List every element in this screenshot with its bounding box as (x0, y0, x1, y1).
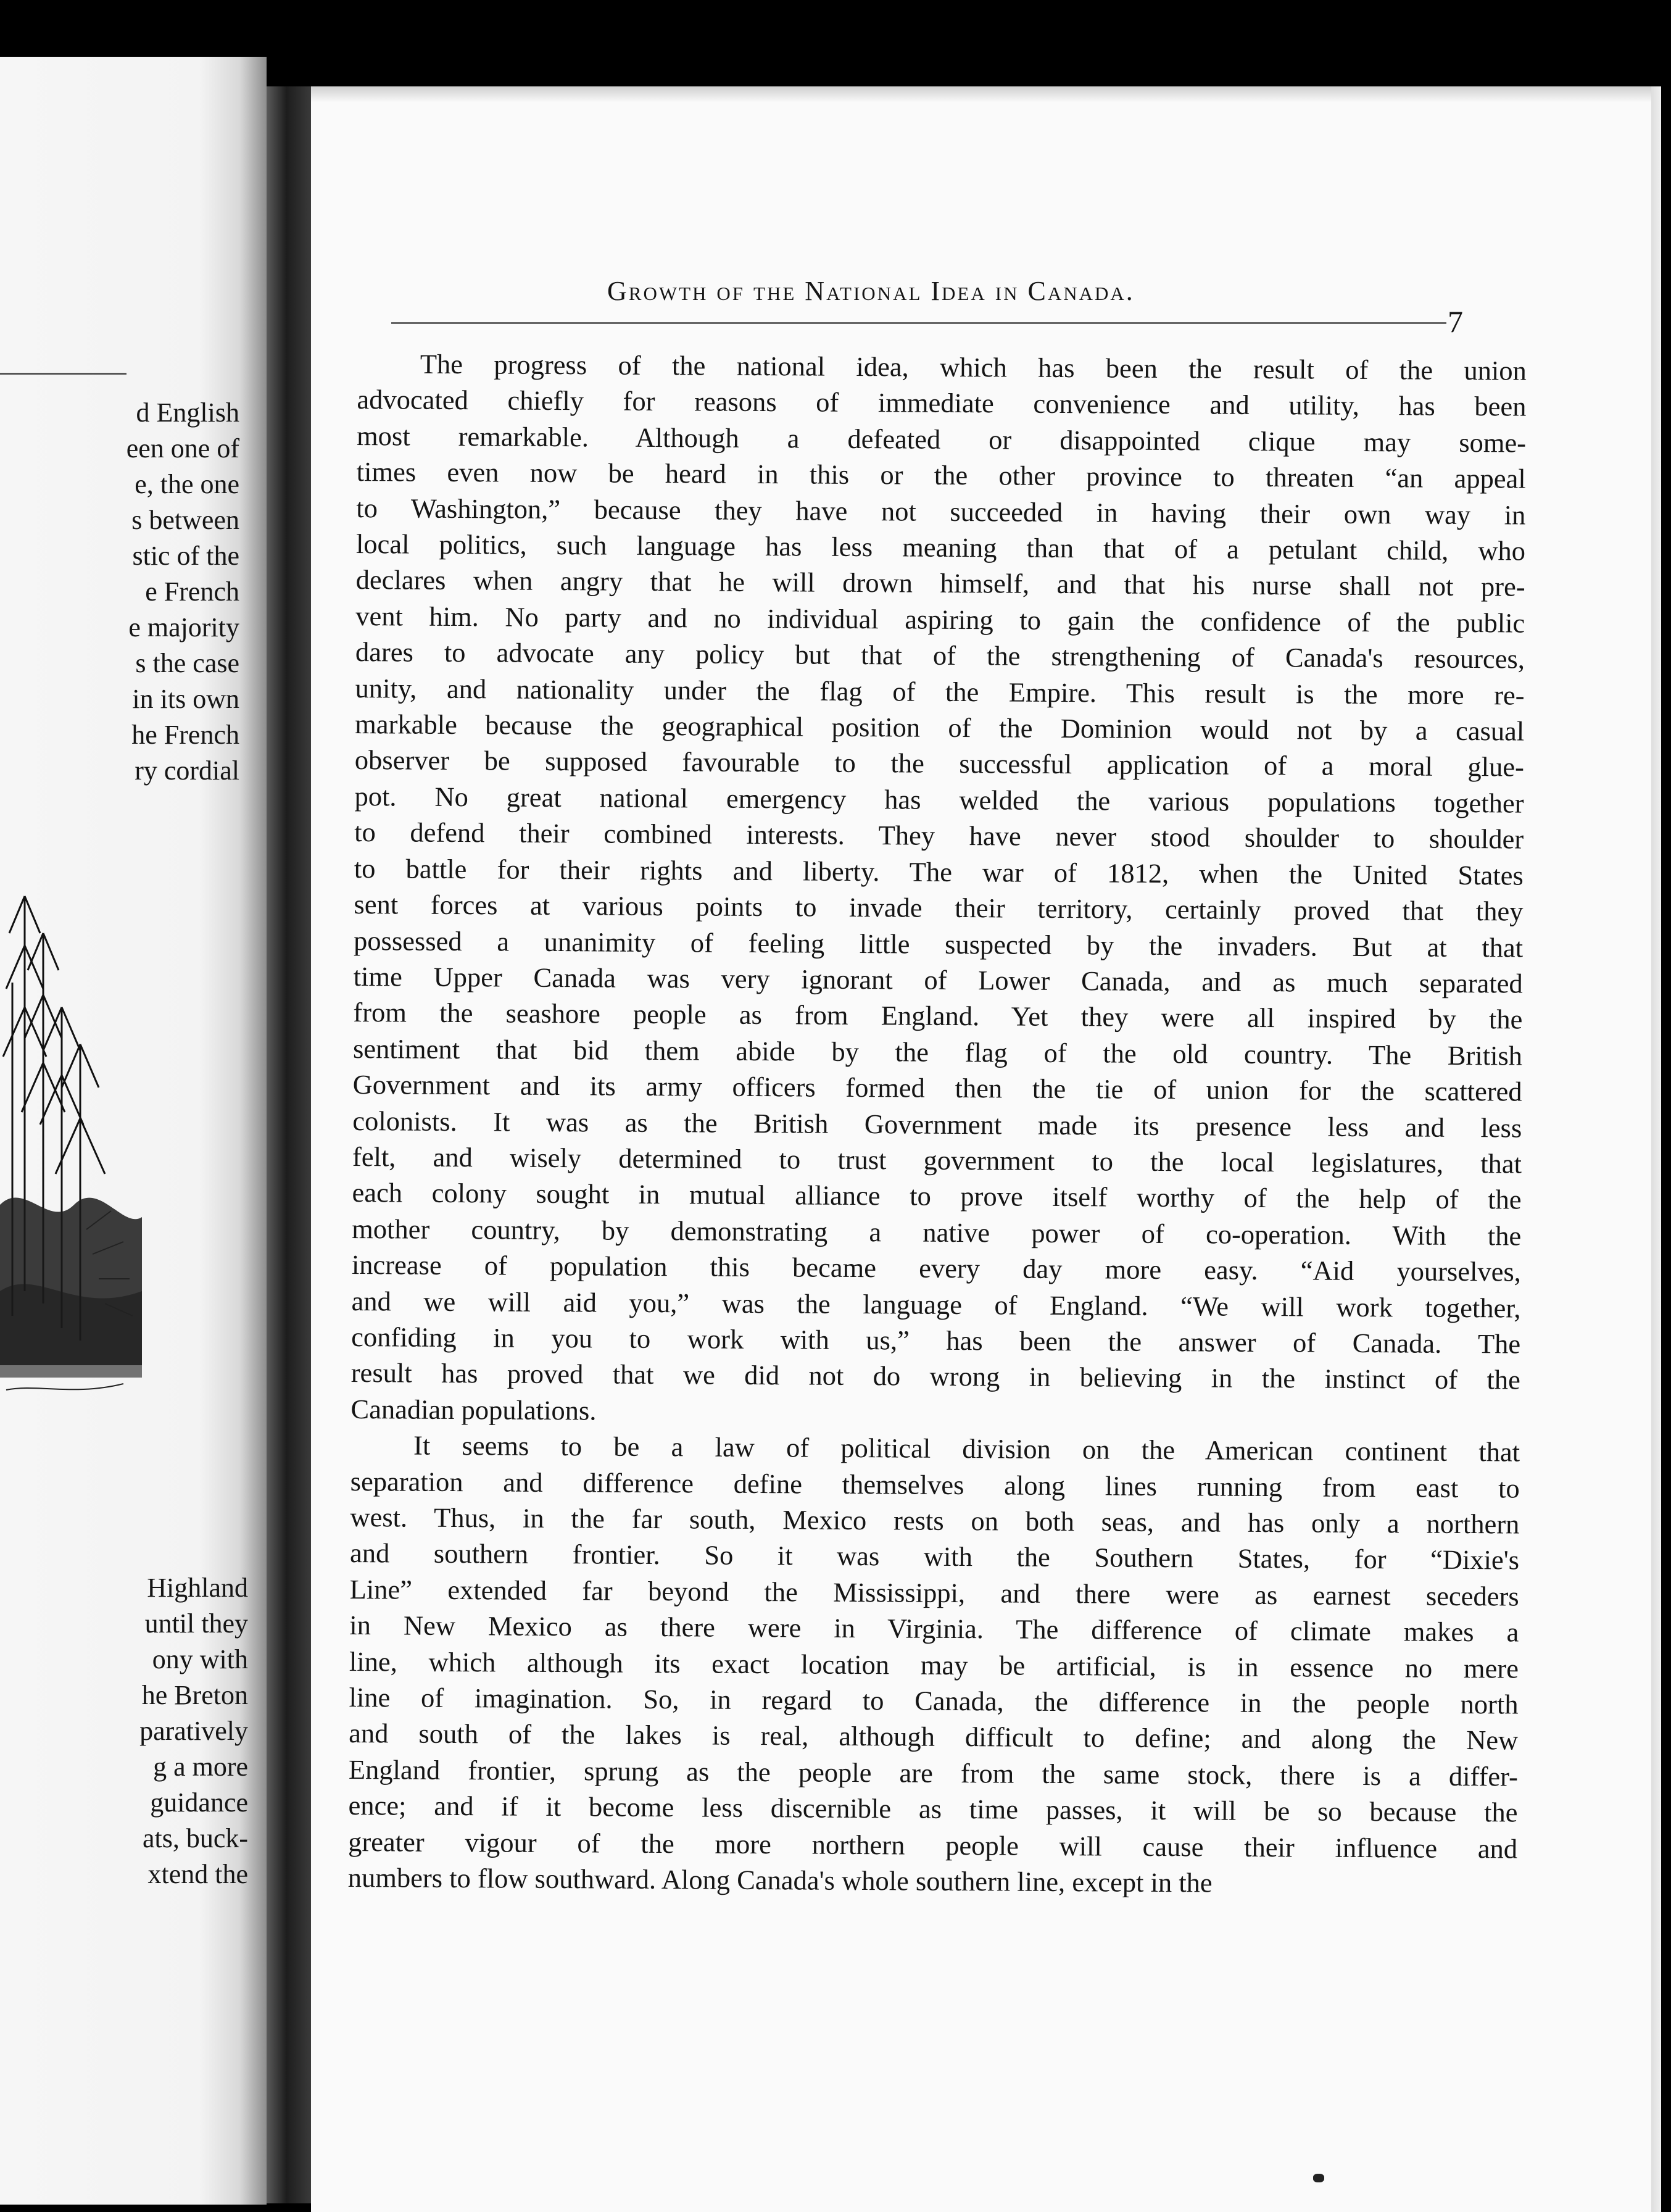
left-page-line: in its own (132, 684, 239, 714)
left-page-fragment (0, 57, 267, 2205)
left-page-line: e French (145, 576, 239, 607)
text-line: from the seashore people as from England. Yet they were all inspired by the (353, 997, 1523, 1035)
running-head: Growth of the National Idea in Canada. (607, 276, 1135, 306)
text-line: each colony sought in mutual alliance to prove itself worthy of the help of the (352, 1177, 1522, 1215)
left-page-line: een one of (126, 433, 239, 464)
text-line: to defend their combined interests. They have never stood shoulder to shoulder (354, 817, 1524, 855)
page-right-edge (1651, 86, 1661, 2212)
text-line: most remarkable. Although a defeated or disappointed clique may some- (356, 420, 1527, 459)
forest-illustration (0, 859, 142, 1415)
text-line: sent forces at various points to invade their territory, certainly proved that they (354, 889, 1524, 927)
page-top-shadow (311, 86, 1661, 102)
text-line: result has proved that we did not do wrong in believing in the instinct of the (350, 1357, 1520, 1395)
left-page-line: e majority (128, 612, 239, 642)
left-page-line: ry cordial (135, 755, 239, 786)
text-line: time Upper Canada was very ignorant of Lower Canada, and as much separated (353, 960, 1523, 999)
text-line: It seems to be a law of political division on the American continent that (413, 1429, 1520, 1468)
book-gutter (267, 86, 311, 2203)
text-line: observer be supposed favourable to the successful application of a moral glue- (354, 744, 1525, 783)
paragraph (348, 1427, 1520, 1903)
text-line: to Washington,” because they have not succeeded in having their own way in (356, 492, 1526, 531)
left-page-line: g a more (153, 1752, 248, 1782)
text-line: mother country, by demonstrating a native power of co-operation. With the (352, 1213, 1522, 1252)
left-page-line: he French (131, 720, 239, 750)
left-page-line: he Breton (141, 1680, 248, 1710)
text-line: ence; and if it become less discernible as time passes, it will be so because the (348, 1790, 1518, 1828)
text-line: sentiment that bid them abide by the flag of the old country. The British (352, 1033, 1523, 1071)
text-line: pot. No great national emergency has welded the various populations together (354, 780, 1524, 819)
right-page (311, 86, 1661, 2212)
left-page-line: ony with (152, 1644, 248, 1674)
text-line: times even now be heard in this or the other province to threaten “an appeal (356, 456, 1526, 494)
left-page-line: until they (144, 1608, 248, 1639)
text-line: in New Mexico as there were in Virginia. The difference of climate makes a (349, 1610, 1519, 1648)
text-line: and we will aid you,” was the language of England. “We will work together, (351, 1285, 1521, 1324)
left-page-line: d English (136, 397, 239, 428)
left-page-text-lower (139, 1570, 248, 1892)
text-line: separation and difference define themselves along lines running from east to (350, 1465, 1520, 1504)
text-line: The progress of the national idea, which has been the result of the union (420, 348, 1527, 386)
text-line: to battle for their rights and liberty. The war of 1812, when the United States (354, 852, 1524, 891)
left-page-line: e, the one (135, 469, 239, 499)
text-line: line of imagination. So, in regard to Canada, the difference in the people north (349, 1681, 1519, 1720)
text-line: England frontier, sprung as the people are from the same stock, there is a differ- (348, 1753, 1519, 1792)
text-line: local politics, such language has less meaning than that of a petulant child, who (355, 528, 1526, 567)
text-line: advocated chiefly for reasons of immediate convenience and utility, has been (357, 384, 1527, 422)
left-page-line: xtend the (147, 1859, 248, 1889)
text-line: Government and its army officers formed then the tie of union for the scattered (352, 1069, 1522, 1107)
text-line: increase of population this became every day more easy. “Aid yourselves, (351, 1249, 1522, 1287)
left-page-line: paratively (139, 1716, 248, 1746)
text-line: numbers to flow southward. Along Canada's whole southern line, except in the (347, 1862, 1213, 1898)
text-line: confiding in you to work with us,” has been the answer of Canada. The (351, 1321, 1521, 1360)
text-line: Canadian populations. (350, 1393, 597, 1426)
left-page-line: ats, buck- (142, 1823, 248, 1853)
text-line: and south of the lakes is real, although difficult to define; and along the New (349, 1718, 1519, 1756)
text-line: felt, and wisely determined to trust government to the local legislatures, that (352, 1141, 1522, 1179)
text-line: unity, and nationality under the flag of the Empire. This result is the more re- (355, 672, 1525, 711)
text-line: dares to advocate any policy but that of the strengthening of Canada's resources, (355, 636, 1525, 675)
left-page-line: guidance (150, 1787, 248, 1818)
text-line: declares when angry that he will drown himself, and that his nurse shall not pre- (355, 564, 1525, 603)
text-line: markable because the geographical position of the Dominion would not by a casual (355, 709, 1525, 747)
text-line: line, which although its exact location may be artificial, is in essence no mere (349, 1645, 1519, 1684)
scan-speck (1313, 2174, 1324, 2182)
text-line: possessed a unanimity of feeling little suspected by the invaders. But at that (353, 925, 1524, 963)
text-line: greater vigour of the more northern people will cause their influence and (348, 1826, 1518, 1865)
body-text (348, 346, 1527, 1903)
paragraph (350, 346, 1527, 1434)
header-rule (391, 322, 1446, 324)
text-line: and southern frontier. So it was with the Southern States, for “Dixie's (349, 1537, 1520, 1576)
text-line: Line” extended far beyond the Mississippi, and there were as earnest seceders (349, 1573, 1519, 1612)
left-page-line: s between (131, 505, 239, 535)
left-page-line: Highland (147, 1573, 248, 1603)
text-line: vent him. No party and no individual aspiring to gain the confidence of the public (355, 600, 1525, 639)
text-line: colonists. It was as the British Government made its presence less and less (352, 1105, 1522, 1144)
left-page-line: stic of the (132, 541, 239, 571)
page-number: 7 (1448, 304, 1463, 339)
left-page-line: s the case (135, 648, 239, 678)
left-page-rule (0, 373, 126, 375)
left-page-text-upper (126, 395, 239, 789)
text-line: west. Thus, in the far south, Mexico rests on both seas, and has only a northern (350, 1501, 1520, 1540)
